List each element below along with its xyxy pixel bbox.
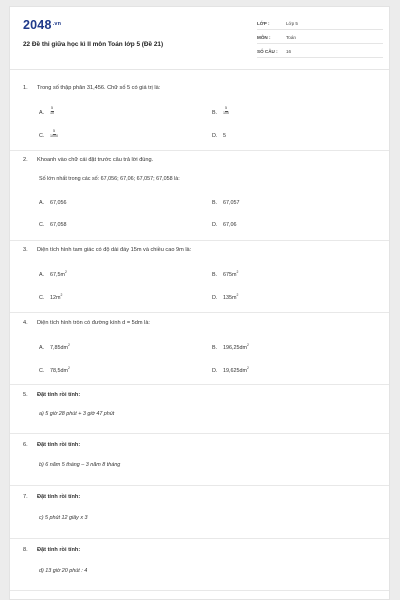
logo-text: 2048 <box>23 18 52 32</box>
option-letter: B. <box>212 109 218 116</box>
option-letter: A. <box>39 344 45 351</box>
option-letter: D. <box>212 294 218 301</box>
option-d[interactable] <box>212 133 226 139</box>
option-value: 67,06 <box>223 222 237 228</box>
option-letter: C. <box>39 132 45 139</box>
question-subtext: c) 5 phút 12 giây x 3 <box>39 515 88 521</box>
option-letter: C. <box>39 294 45 301</box>
option-letter: A. <box>39 109 45 116</box>
option-b[interactable] <box>212 270 238 278</box>
meta-label: SỐ CÂU : <box>257 49 278 54</box>
option-d[interactable] <box>212 222 237 228</box>
question-text: Diện tích hình tam giác có độ dài đáy 15m và chiều cao 9m là: <box>37 247 192 253</box>
meta-count <box>257 44 383 58</box>
question-text: Khoanh vào chữ cái đặt trước câu trả lời đúng. <box>37 157 154 163</box>
meta-label: LỚP : <box>257 21 270 26</box>
divider <box>10 312 390 313</box>
option-letter: C. <box>39 367 45 374</box>
meta-class <box>257 16 383 30</box>
option-letter: B. <box>212 200 218 206</box>
option-letter: B. <box>212 271 218 278</box>
numerator: 5 <box>53 129 55 133</box>
logo-suffix: .vn <box>52 21 62 27</box>
option-value: 5 <box>223 133 226 139</box>
divider <box>10 485 390 486</box>
divider <box>10 240 390 241</box>
question-subtext: a) 5 giờ 28 phút + 3 giờ 47 phút <box>39 411 115 417</box>
exam-meta <box>257 16 383 58</box>
divider <box>10 384 390 385</box>
option-value: 67,057 <box>223 200 240 206</box>
option-letter: D. <box>212 222 218 228</box>
question-number: 5. <box>23 392 28 398</box>
exponent: 2 <box>246 366 249 370</box>
option-letter: C. <box>39 222 45 228</box>
denominator: 1000 <box>50 133 58 138</box>
denominator: 100 <box>223 110 229 115</box>
meta-value: Lớp 5 <box>286 21 298 26</box>
option-c[interactable] <box>39 222 67 228</box>
divider <box>10 590 390 591</box>
option-d[interactable] <box>212 366 249 374</box>
option-c[interactable] <box>39 366 70 374</box>
page-title: 22 Đề thi giữa học kì II môn Toán lớp 5 (Đề 21) <box>23 41 164 48</box>
site-logo[interactable] <box>23 18 61 32</box>
divider <box>10 150 390 151</box>
question-subtext: Số lớn nhất trong các số: 67,056; 67,06; 67,057; 67,058 là: <box>39 176 180 182</box>
option-value: 7,85dm <box>50 344 68 351</box>
option-value: 19,625dm <box>223 367 247 374</box>
meta-subject <box>257 30 383 44</box>
question-7 <box>23 494 80 500</box>
option-value: 67,058 <box>50 222 67 228</box>
option-letter: D. <box>212 133 218 139</box>
numerator: 5 <box>225 106 227 110</box>
meta-value: 16 <box>286 49 292 54</box>
meta-label: MÔN : <box>257 35 271 40</box>
exponent: 2 <box>64 270 67 274</box>
question-1 <box>23 85 160 91</box>
question-text: Diện tích hình tròn có đường kính d = 5dm là: <box>37 320 150 326</box>
question-6 <box>23 442 80 448</box>
question-4 <box>23 320 150 326</box>
exponent: 2 <box>60 293 63 297</box>
divider <box>10 433 390 434</box>
exponent: 2 <box>236 270 239 274</box>
option-value: 67,056 <box>50 200 67 206</box>
question-number: 3. <box>23 247 28 253</box>
question-text: Đặt tính rồi tính: <box>37 494 81 500</box>
option-value: 135m <box>223 294 237 301</box>
question-text: Trong số thập phân 31,456. Chữ số 5 có giá trị là: <box>37 85 161 91</box>
option-letter: B. <box>212 344 218 351</box>
option-b[interactable] <box>212 343 249 351</box>
option-b[interactable] <box>212 108 229 117</box>
exponent: 2 <box>236 293 239 297</box>
question-number: 2. <box>23 157 28 163</box>
document-page <box>9 6 390 600</box>
divider <box>10 538 390 539</box>
page-header <box>10 7 389 70</box>
fraction <box>50 107 54 116</box>
question-number: 1. <box>23 85 28 91</box>
question-8 <box>23 547 80 553</box>
option-c[interactable] <box>39 293 62 301</box>
question-text: Đặt tính rồi tính: <box>37 392 81 398</box>
option-value: 67,5m <box>50 271 65 278</box>
question-subtext: b) 6 năm 5 tháng – 3 năm 8 tháng <box>39 462 121 468</box>
option-a[interactable] <box>39 343 70 351</box>
option-value: 675m <box>223 271 237 278</box>
option-b[interactable] <box>212 200 240 206</box>
question-subtext: d) 13 giờ 20 phút : 4 <box>39 568 88 574</box>
option-letter: D. <box>212 367 218 374</box>
question-text: Đặt tính rồi tính: <box>37 547 81 553</box>
question-number: 8. <box>23 547 28 553</box>
exponent: 2 <box>67 343 70 347</box>
option-value: 12m <box>50 294 61 301</box>
option-a[interactable] <box>39 108 54 117</box>
numerator: 5 <box>51 106 53 110</box>
option-c[interactable] <box>39 131 58 140</box>
denominator: 10 <box>50 110 54 115</box>
option-a[interactable] <box>39 270 67 278</box>
fraction <box>50 130 58 139</box>
exponent: 2 <box>246 343 249 347</box>
question-3 <box>23 247 191 253</box>
option-letter: A. <box>39 200 45 206</box>
question-text: Đặt tính rồi tính: <box>37 442 81 448</box>
option-a[interactable] <box>39 200 67 206</box>
exponent: 2 <box>67 366 70 370</box>
option-letter: A. <box>39 271 45 278</box>
fraction <box>223 107 229 116</box>
question-number: 7. <box>23 494 28 500</box>
meta-value: Toán <box>286 35 296 40</box>
option-value: 78,5dm <box>50 367 68 374</box>
question-2 <box>23 157 153 163</box>
question-number: 6. <box>23 442 28 448</box>
option-d[interactable] <box>212 293 238 301</box>
option-value: 196,25dm <box>223 344 247 351</box>
question-number: 4. <box>23 320 28 326</box>
question-5 <box>23 392 80 398</box>
